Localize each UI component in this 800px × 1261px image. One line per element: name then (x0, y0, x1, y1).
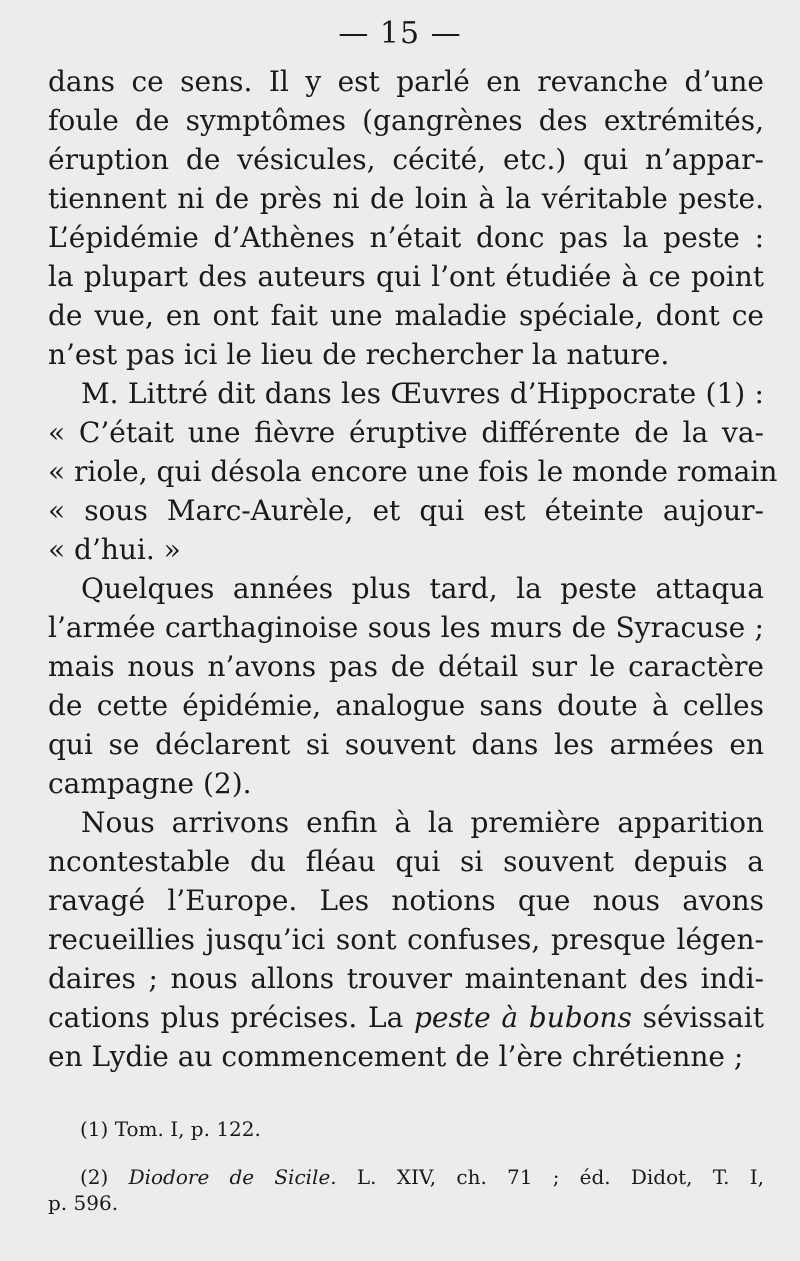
text-segment: cations plus précises. La (48, 1001, 404, 1034)
text-line: M. Littré dit dans les Œuvres d’Hippocrate (1) : (81, 377, 764, 410)
text-line: daires ; nous allons trouver maintenant des indi- (48, 962, 764, 995)
text-line: « riole, qui désola encore une fois le monde romain (48, 455, 778, 488)
text-line: « C’était une fièvre éruptive différente de la va- (48, 416, 764, 449)
text-line: ncontestable du fléau qui si souvent depuis a (48, 845, 764, 878)
text-line: ravagé l’Europe. Les notions que nous avons (48, 884, 764, 917)
footnote-2-continuation: p. 596. (48, 1191, 119, 1215)
text-line: de vue, en ont fait une maladie spéciale, dont ce (48, 299, 764, 332)
text-line: Quelques années plus tard, la peste attaqua (81, 572, 764, 605)
text-line: L’épidémie d’Athènes n’était donc pas la peste : (48, 221, 764, 254)
text-line: n’est pas ici le lieu de rechercher la nature. (48, 338, 670, 371)
footnote-mark: (2) (80, 1165, 109, 1189)
text-line: « sous Marc-Aurèle, et qui est éteinte aujour- (48, 494, 764, 527)
text-line: la plupart des auteurs qui l’ont étudiée à ce point (48, 260, 764, 293)
body-text (48, 62, 778, 1076)
italic-term: peste à bubons (413, 1001, 632, 1034)
footnote-source: Diodore de Sicile. (128, 1165, 337, 1189)
text-line: l’armée carthaginoise sous les murs de Syracuse ; (48, 611, 764, 644)
text-line-mixed (48, 998, 764, 1037)
footnotes (48, 1116, 764, 1216)
page-number: — 15 — (338, 16, 462, 51)
text-line: tiennent ni de près ni de loin à la véritable peste. (48, 182, 764, 215)
text-line: éruption de vésicules, cécité, etc.) qui n’appar- (48, 143, 764, 176)
text-line: dans ce sens. Il y est parlé en revanche d’une (48, 65, 764, 98)
text-line: Nous arrivons enfin à la première apparition (81, 806, 764, 839)
footnote-1: (1) Tom. I, p. 122. (80, 1117, 261, 1141)
text-line: « d’hui. » (48, 533, 181, 566)
text-line: qui se déclarent si souvent dans les armées en (48, 728, 764, 761)
footnote-reference: L. XIV, ch. 71 ; éd. Didot, T. I, (356, 1165, 764, 1189)
text-line: de cette épidémie, analogue sans doute à celles (48, 689, 764, 722)
footnote-2 (48, 1164, 764, 1190)
text-line: recueillies jusqu’ici sont confuses, presque légen- (48, 923, 764, 956)
text-line: mais nous n’avons pas de détail sur le caractère (48, 650, 764, 683)
text-line: foule de symptômes (gangrènes des extrémités, (48, 104, 764, 137)
text-line: en Lydie au commencement de l’ère chrétienne ; (48, 1040, 744, 1073)
text-line: campagne (2). (48, 767, 252, 800)
text-segment: sévissait (642, 1001, 764, 1034)
